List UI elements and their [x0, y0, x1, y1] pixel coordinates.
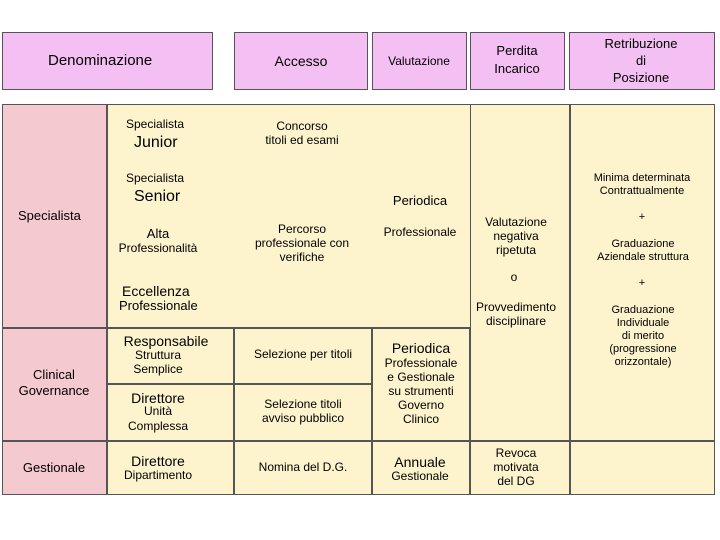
perdita-revoca-l1: Revoca — [495, 446, 537, 460]
role-professionalita: Professionalità — [118, 241, 198, 255]
role-alta: Alta — [146, 226, 170, 241]
perdita-vn-l1: Valutazione — [485, 215, 547, 229]
retrib-gi-l5: orizzontale) — [614, 356, 672, 368]
role-junior-big: Junior — [134, 134, 178, 151]
perdita-o: o — [510, 270, 518, 284]
valutazione-periodica1: Periodica — [392, 193, 448, 208]
valutazione-pg-l3: su strumenti — [388, 384, 454, 398]
accesso-concorso-l2: titoli ed esami — [265, 133, 339, 147]
valutazione-pg-l1: Professionale — [384, 356, 458, 370]
accesso-percorso-l1: Percorso — [277, 222, 327, 236]
left-specialista: Specialista — [18, 208, 81, 223]
left-clinical-l1: Clinical — [33, 367, 75, 382]
retrib-gi-l3: di merito — [621, 330, 665, 342]
valutazione-annuale: Annuale — [394, 454, 446, 470]
accesso-percorso-l2: professionale con — [254, 236, 350, 250]
accesso-avviso-l2: avviso pubblico — [261, 411, 345, 425]
role-direttore-uc: Direttore — [131, 390, 185, 406]
valutazione-annuale-gest: Gestionale — [391, 469, 449, 483]
role-senior-small: Specialista — [126, 171, 185, 185]
retrib-gi-l1: Graduazione — [611, 304, 675, 316]
valutazione-pg-l5: Clinico — [402, 412, 440, 426]
accesso-selezione-titoli: Selezione per titoli — [253, 347, 353, 361]
role-struttura-l2: Semplice — [133, 362, 183, 376]
perdita-vn-l2: negativa — [493, 229, 539, 243]
valutazione-pg-l4: Governo — [397, 398, 445, 412]
left-clinical-l2: Governance — [18, 383, 90, 398]
role-dipartimento: Dipartimento — [123, 468, 193, 482]
retrib-minima-l1: Minima determinata — [593, 172, 691, 184]
perdita-revoca-l3: del DG — [497, 474, 535, 488]
header-perdita-l1: Perdita — [496, 43, 538, 58]
role-unita-l1: Unità — [143, 404, 173, 418]
accesso-nomina: Nomina del D.G. — [258, 460, 348, 474]
retribuzione-box — [570, 104, 715, 441]
left-gestionale: Gestionale — [22, 460, 86, 475]
retrib-minima-l2: Contrattualmente — [599, 185, 685, 197]
role-senior-big: Senior — [134, 188, 181, 205]
role-struttura-l1: Struttura — [134, 348, 182, 362]
perdita-pd-l2: disciplinare — [485, 314, 547, 328]
accesso-avviso-l1: Selezione titoli — [264, 397, 342, 411]
retrib-plus2: + — [638, 277, 646, 289]
header-retribuzione-l1: Retribuzione — [604, 36, 678, 51]
perdita-pd-l1: Provvedimento — [475, 300, 557, 314]
role-eccellenza-prof: Professionale — [119, 298, 198, 313]
header-retribuzione-l2: di — [635, 53, 647, 68]
retribuzione-bottom-box — [570, 441, 715, 495]
valutazione-professionale1: Professionale — [383, 225, 457, 239]
role-direttore-dip: Direttore — [131, 453, 185, 469]
role-junior-small: Specialista — [126, 117, 185, 131]
accesso-concorso-l1: Concorso — [276, 119, 328, 133]
header-valutazione: Valutazione — [388, 54, 450, 68]
retrib-plus1: + — [638, 211, 646, 223]
perdita-vn-l3: ripetuta — [495, 243, 537, 257]
perdita-column-box — [470, 104, 570, 441]
role-eccellenza: Eccellenza — [122, 283, 190, 299]
retrib-gi-l4: (progressione — [609, 343, 677, 355]
retrib-grad-az-l1: Graduazione — [611, 238, 675, 250]
role-unita-l2: Complessa — [127, 419, 189, 433]
header-retribuzione-l3: Posizione — [612, 70, 670, 85]
header-denominazione: Denominazione — [48, 52, 153, 69]
retrib-gi-l2: Individuale — [616, 317, 670, 329]
valutazione-periodica2: Periodica — [391, 340, 451, 356]
valutazione-pg-l2: e Gestionale — [387, 370, 455, 384]
role-responsabile: Responsabile — [123, 333, 209, 349]
perdita-revoca-l2: motivata — [493, 460, 539, 474]
retrib-grad-az-l2: Aziendale struttura — [597, 251, 689, 263]
accesso-percorso-l3: verifiche — [279, 250, 325, 264]
header-perdita-l2: Incarico — [494, 61, 540, 76]
header-accesso: Accesso — [274, 53, 328, 69]
